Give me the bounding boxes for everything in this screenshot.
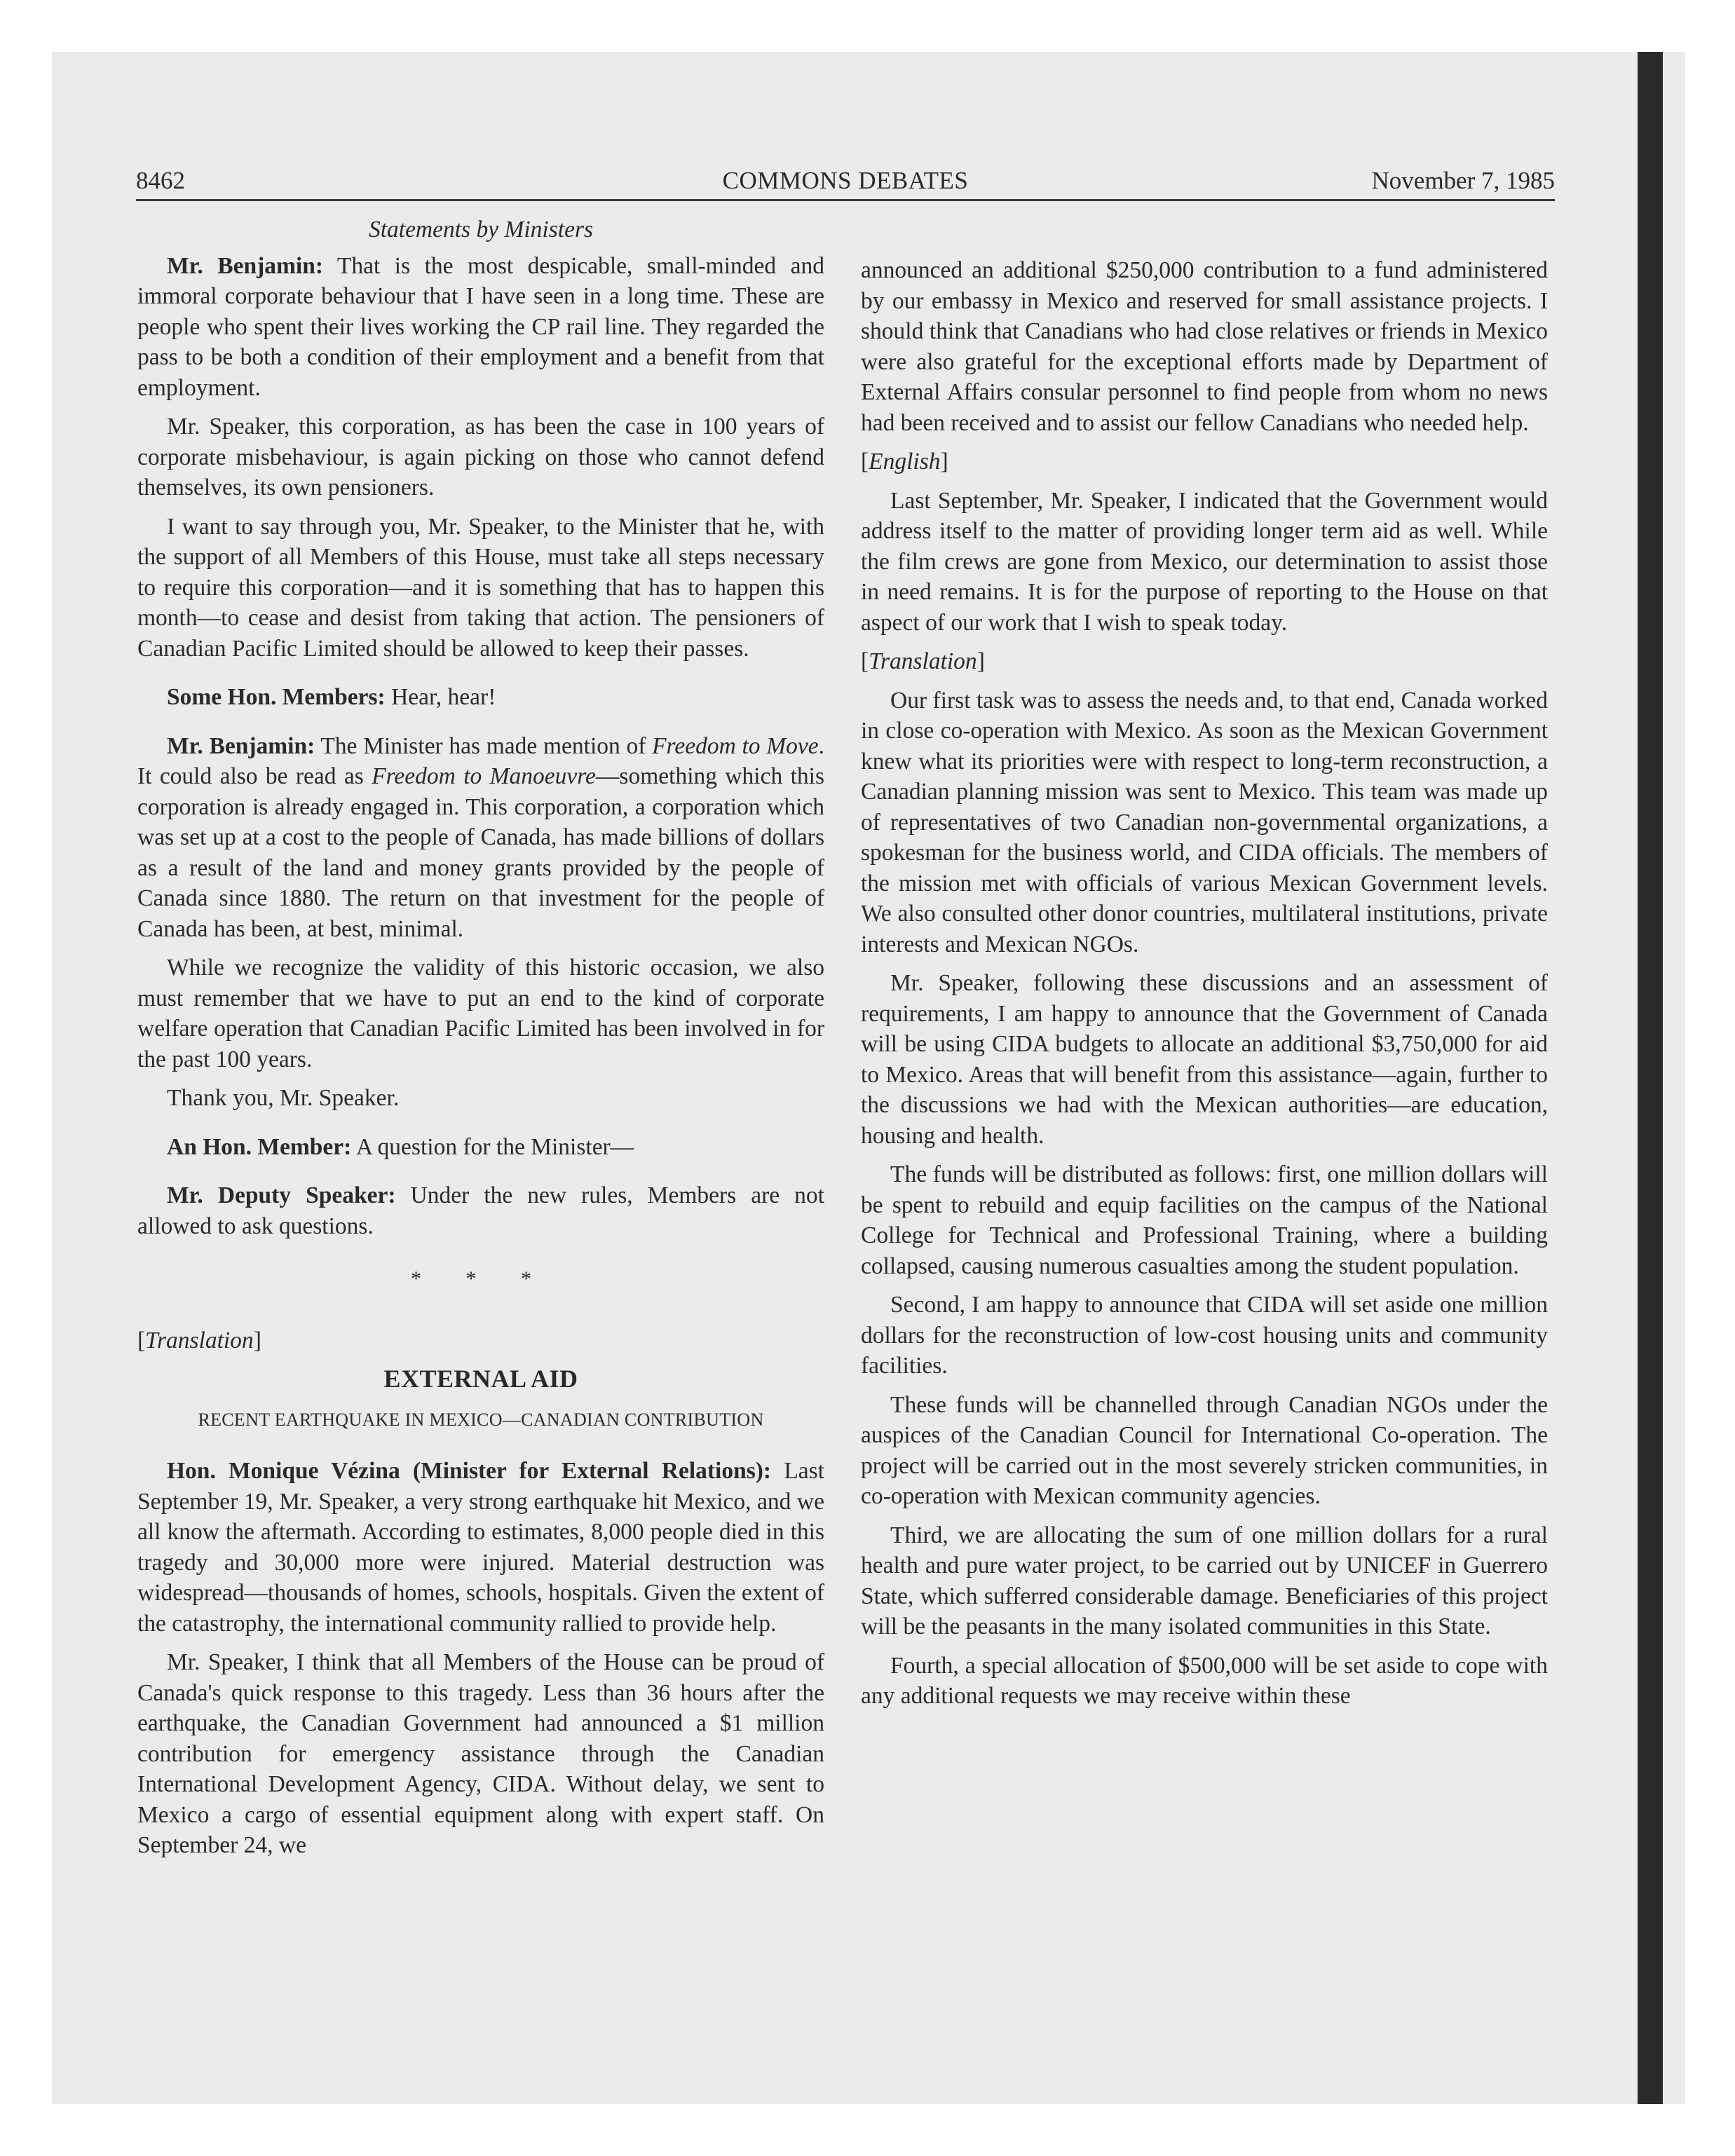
header-rule (136, 199, 1555, 201)
language-marker: [Translation] (861, 648, 985, 674)
paragraph (137, 1132, 824, 1163)
paragraph (137, 251, 824, 404)
paragraph (137, 731, 824, 945)
running-head: Statements by Ministers (368, 217, 594, 243)
speaker-name: An Hon. Member: (167, 1133, 352, 1160)
paragraph (137, 1456, 824, 1639)
paragraph: Third, we are allocating the sum of one million dollars for a rural health and pure water project, to be carried out by UNICEF in Guerrero State, which sufferred considerable damage. Beneficiaries of this project will be the peasants in the many isolated communities in this State. (861, 1522, 1548, 1639)
section-separator: * * * (411, 1267, 551, 1290)
section-title: EXTERNAL AID (383, 1365, 578, 1393)
translation-label: Translation (869, 648, 977, 674)
section-subtitle: RECENT EARTHQUAKE IN MEXICO—CANADIAN CONTRIBUTION (198, 1409, 764, 1430)
paragraph: Second, I am happy to announce that CIDA will set aside one million dollars for the reconstruction of low-cost housing units and community facilities. (861, 1292, 1548, 1379)
paragraph: Mr. Speaker, following these discussions and an assessment of requirements, I am happy to announce that the Government of Canada will be using CIDA budgets to allocate an additional $3,750,000 for aid to Mexico. Areas that will benefit from this assistance—again, further to the discussions we had with the Mexican authorities—are education, housing and health. (861, 970, 1548, 1149)
page-number: 8462 (136, 167, 185, 194)
speech-text: Under the new rules, Members are not allowed to ask questions. (137, 1182, 824, 1239)
right-column (861, 255, 1548, 1720)
paragraph: Last September, Mr. Speaker, I indicated that the Government would address itself to the matter of providing longer term aid as well. While the film crews are gone from Mexico, our determination to assist those in need remains. It is for the purpose of reporting to the House on that aspect of our work that I wish to speak today. (861, 487, 1548, 636)
paragraph: Fourth, a special allocation of $500,000 will be set aside to cope with any additional requests we may receive within these (861, 1652, 1548, 1709)
paragraph: These funds will be channelled through Canadian NGOs under the auspices of the Canadian Council for International Co-operation. The project will be carried out in the most severely stricken communities, in co-operation with Mexican community agencies. (861, 1391, 1548, 1509)
english-label: English (869, 449, 941, 475)
page-date: November 7, 1985 (1371, 167, 1555, 194)
speech-text: —something which this corporation is already engaged in. This corporation, a corporation which was set up at a cost to the people of Canada, has made billions of dollars as a result of the land and money grants provided by the people of Canada since 1880. The return on that investment for the people of Canada has been, at best, minimal. (137, 763, 824, 942)
left-column (137, 214, 824, 1869)
speech-text: That is the most despicable, small-minded and immoral corporate behaviour that I have seen in a long time. These are people who spent their lives working the CP rail line. They regarded the pass to be both a condition of their employment and a benefit from that employment. (137, 252, 824, 401)
paragraph (137, 1180, 824, 1241)
speech-text: Hear, hear! (385, 684, 496, 710)
speech-text: A question for the Minister— (351, 1133, 634, 1160)
speaker-name: Some Hon. Members: (167, 684, 386, 710)
speaker-name: Hon. Monique Vézina (Minister for External Relations): (167, 1458, 772, 1484)
paragraph: announced an additional $250,000 contribution to a fund administered by our embassy in Mexico and reserved for small assistance projects. I should think that Canadians who had close relatives or friends in Mexico were also grateful for the exceptional efforts made by Department of External Affairs consular personnel to find people from whom no news had been received and to assist our fellow Canadians who needed help. (861, 257, 1548, 436)
paragraph: Mr. Speaker, this corporation, as has been the case in 100 years of corporate misbehaviour, is again picking on those who cannot defend themselves, its own pensioners. (137, 414, 824, 500)
speaker-name: Mr. Deputy Speaker: (167, 1182, 396, 1208)
paragraph: Mr. Speaker, I think that all Members of the House can be proud of Canada's quick response to this tragedy. Less than 36 hours after the earthquake, the Canadian Government had announced a $1 million contribution for emergency assistance through the Canadian International Development Agency, CIDA. Without delay, we sent to Mexico a cargo of essential equipment along with expert staff. On September 24, we (137, 1649, 824, 1858)
page-header (136, 165, 1555, 199)
language-marker: [English] (861, 449, 948, 475)
speech-text: Last September 19, Mr. Speaker, a very strong earthquake hit Mexico, and we all know the aftermath. According to estimates, 8,000 people died in this tragedy and 30,000 more were injured. Material destruction was widespread—thousands of homes, schools, hospitals. Given the extent of the catastrophy, the international community rallied to provide help. (137, 1458, 824, 1637)
paragraph (137, 682, 824, 713)
publication-title: COMMONS DEBATES (722, 167, 969, 194)
paragraph: I want to say through you, Mr. Speaker, to the Minister that he, with the support of all Members of this House, must take all steps necessary to require this corporation—and it is something that has to happen this month—to cease and desist from taking that action. The pensioners of Canadian Pacific Limited should be allowed to keep their passes. (137, 513, 824, 662)
program-name: Freedom to Move (652, 732, 819, 759)
speaker-name: Mr. Benjamin: (167, 732, 315, 759)
paragraph: Thank you, Mr. Speaker. (167, 1085, 400, 1111)
translation-label: Translation (145, 1327, 254, 1353)
book-spine-edge (1638, 52, 1663, 2104)
program-name-pun: Freedom to Manoeuvre (372, 763, 596, 789)
paragraph: The funds will be distributed as follows: first, one million dollars will be spent to rebuild and equip facilities on the campus of the National College for Technical and Professional Training, where a building collapsed, causing numerous casualties among the student population. (861, 1161, 1548, 1279)
speech-text: . It could also be read as (137, 732, 824, 789)
speaker-name: Mr. Benjamin: (167, 252, 324, 279)
paragraph: Our first task was to assess the needs and, to that end, Canada worked in close co-operation with Mexico. As soon as the Mexican Government knew what its priorities were with respect to long-term reconstruction, a Canadian planning mission was sent to Mexico. This team was made up of representatives of two Canadian non-governmental organizations, a spokesman for the business world, and CIDA officials. The members of the mission met with officials of various Mexican Government levels. We also consulted other donor countries, multilateral institutions, private interests and Mexican NGOs. (861, 687, 1548, 957)
translation-marker: [Translation] (137, 1327, 261, 1353)
speech-text: The Minister has made mention of (315, 732, 653, 759)
paragraph: While we recognize the validity of this historic occasion, we also must remember that we have to put an end to the kind of corporate welfare operation that Canadian Pacific Limited has been involved in for the past 100 years. (137, 955, 824, 1072)
